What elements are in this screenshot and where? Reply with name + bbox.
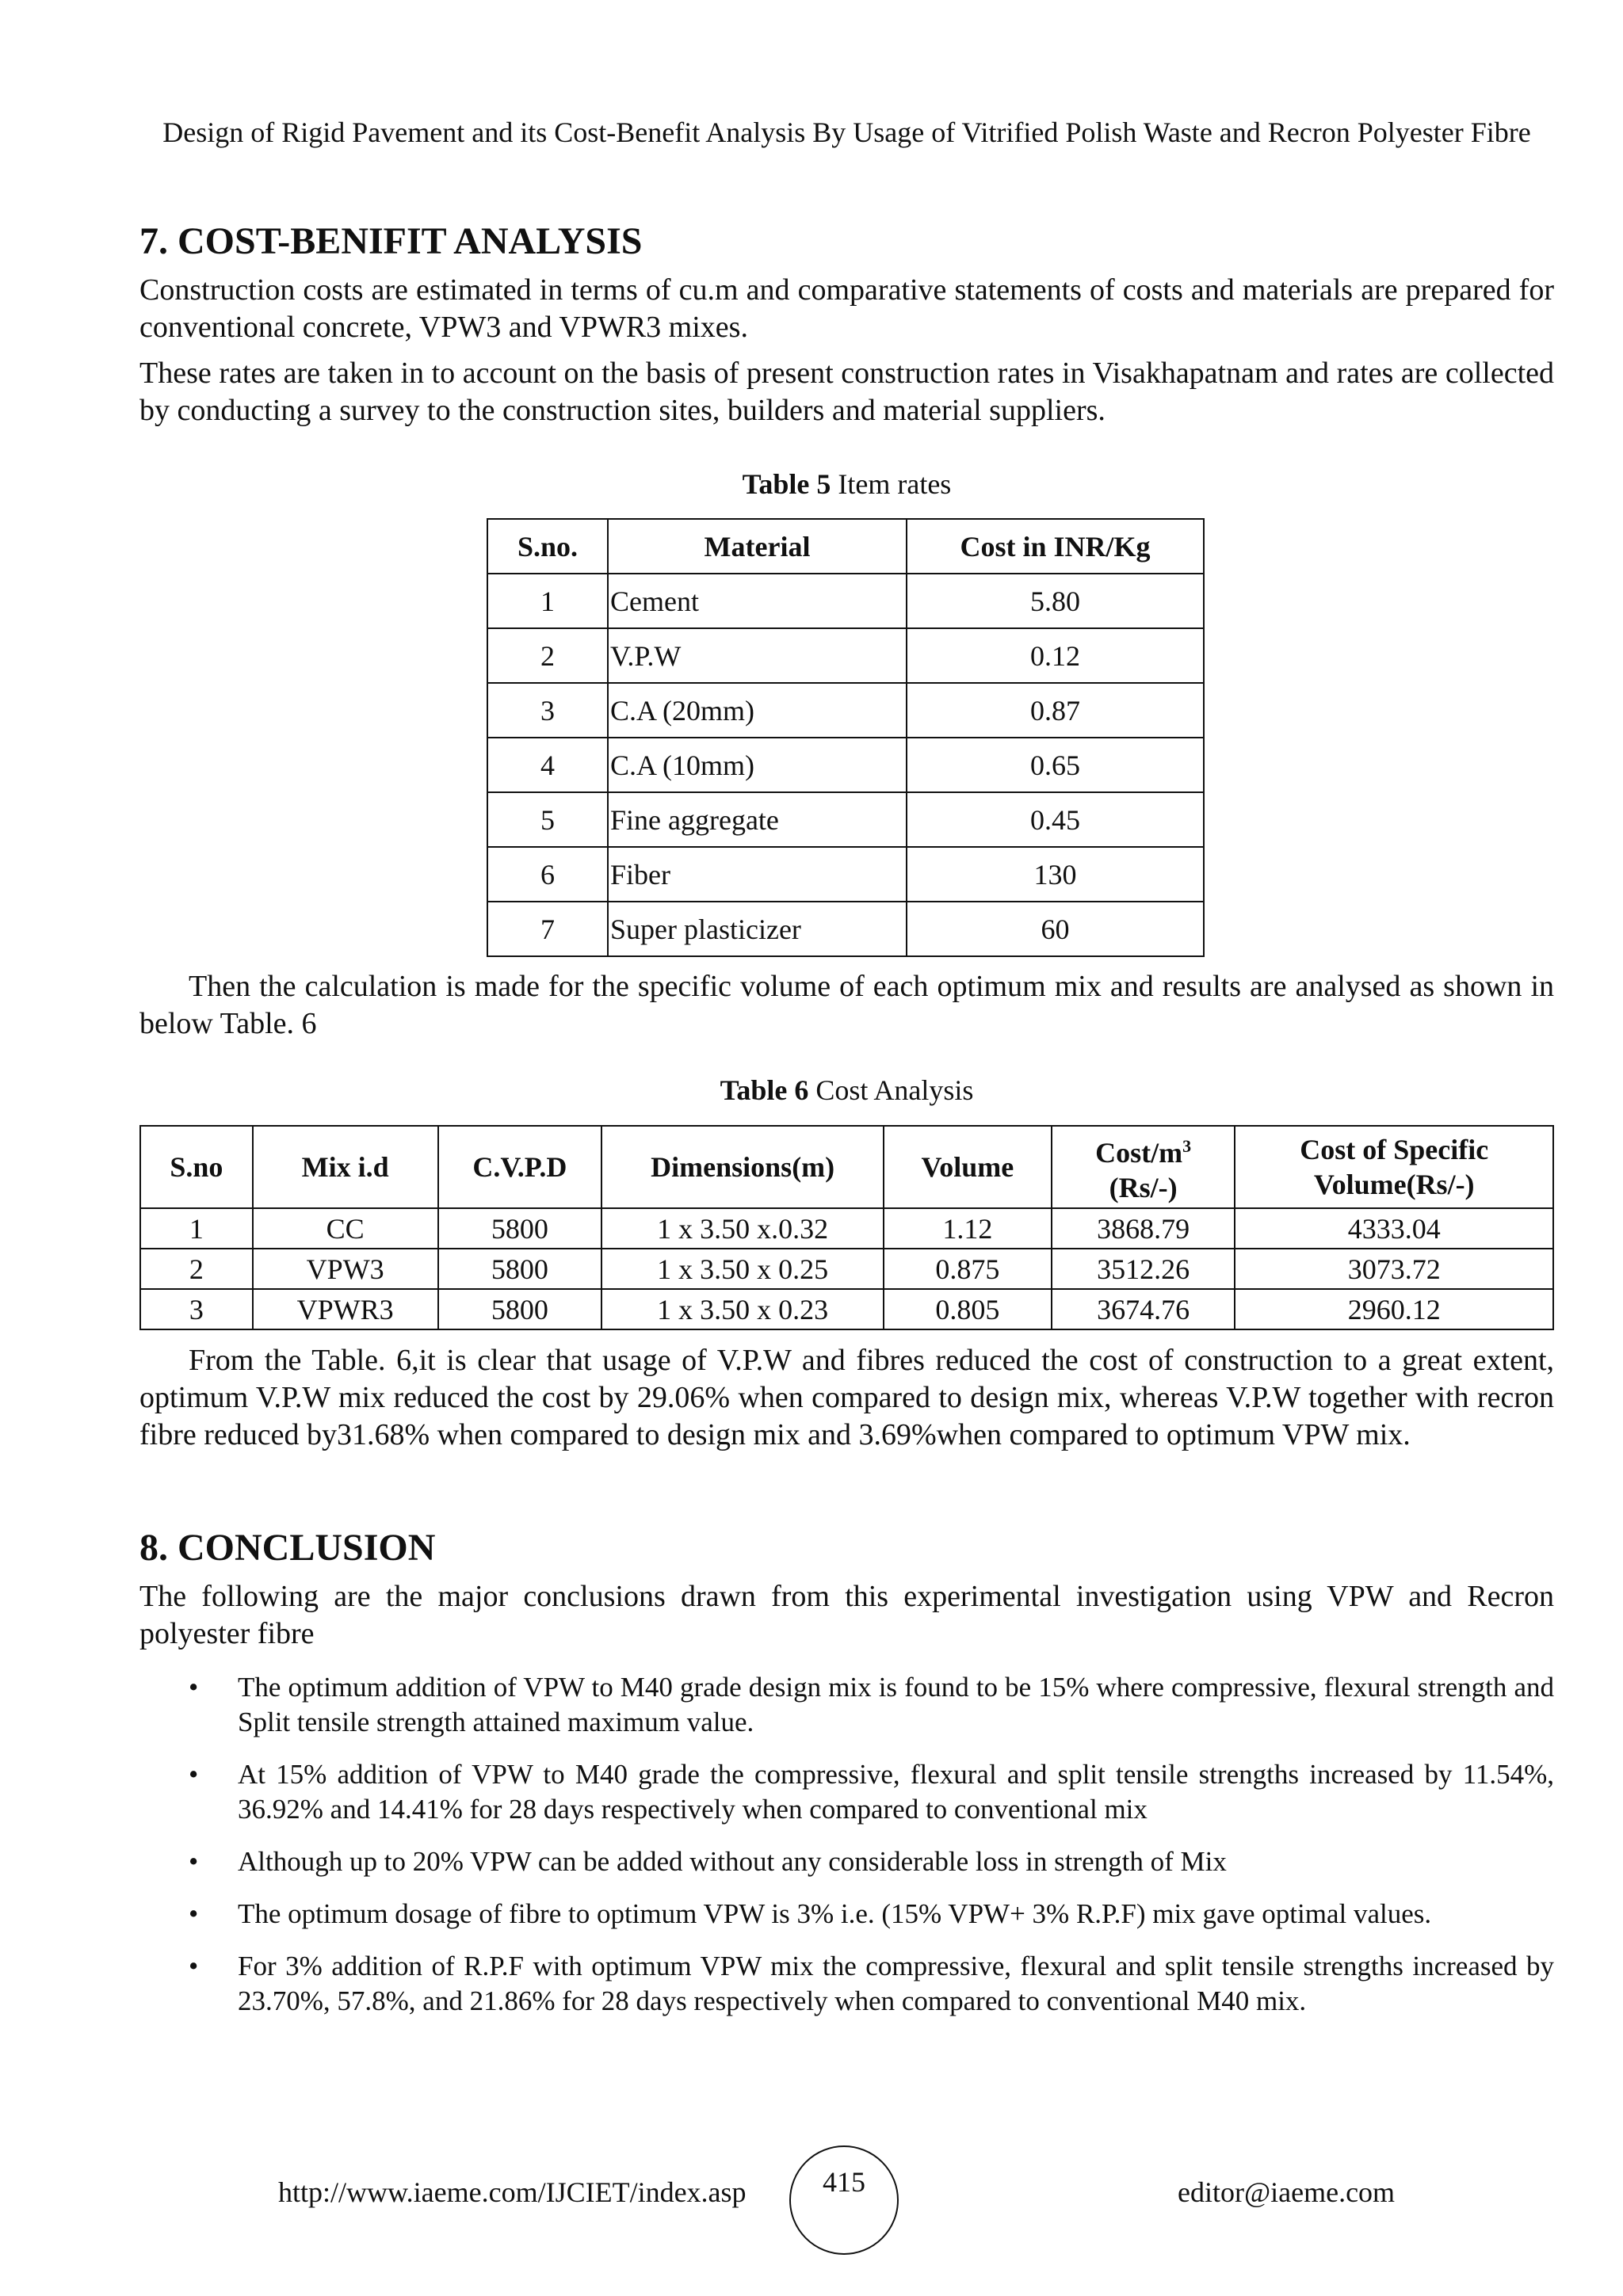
table-6-caption — [139, 1074, 1554, 1107]
table-cell: 0.12 — [907, 628, 1204, 683]
table-row — [487, 847, 1204, 902]
paragraph: Construction costs are estimated in terms of cu.m and comparative statements of costs and materials are prepared for conventional concrete, VPW3 and VPWR3 mixes. — [139, 273, 1554, 344]
paragraph: Then the calculation is made for the specific volume of each optimum mix and results are analysed as shown in below Table. 6 — [139, 970, 1554, 1040]
footer-email-link[interactable]: editor@iaeme.com — [1178, 2176, 1396, 2208]
paragraph: From the Table. 6,it is clear that usage of V.P.W and fibres reduced the cost of construction to a great extent, optimum V.P.W mix reduced the cost by 29.06% when compared to design mix, whereas V.P.W together with recron fibre reduced by31.68% when compared to design mix and 3.69%when compared to optimum VPW mix. — [139, 1344, 1554, 1451]
table-cell: 3674.76 — [1052, 1289, 1235, 1329]
bullet-icon: • — [189, 1846, 199, 1877]
list-item — [139, 1670, 1554, 1740]
table-cell: 60 — [907, 902, 1204, 956]
list-item — [139, 1757, 1554, 1827]
table-cell: 4 — [487, 738, 608, 792]
column-header: S.no — [140, 1126, 253, 1208]
cost-header-unit: (Rs/-) — [1109, 1172, 1178, 1203]
table-row — [487, 628, 1204, 683]
cost-header-text: Cost/m — [1095, 1137, 1183, 1169]
table-cell: 2960.12 — [1235, 1289, 1553, 1329]
table-cell: 5800 — [438, 1208, 602, 1249]
table-header-row — [487, 519, 1204, 574]
table-cell: 1.12 — [884, 1208, 1052, 1249]
table-cell: 5 — [487, 792, 608, 847]
list-item — [139, 1844, 1554, 1879]
column-header — [1052, 1126, 1235, 1208]
list-item — [139, 1897, 1554, 1932]
table-cell: VPWR3 — [253, 1289, 438, 1329]
table-cell: 2 — [487, 628, 608, 683]
table-cell: 1 — [487, 574, 608, 628]
table-cell: 3868.79 — [1052, 1208, 1235, 1249]
spec-header-line2: Volume(Rs/-) — [1313, 1169, 1475, 1200]
table-cell: 2 — [140, 1249, 253, 1289]
table-cell: 1 x 3.50 x 0.23 — [601, 1289, 884, 1329]
spec-header-line1: Cost of Specific — [1300, 1134, 1489, 1165]
list-item — [139, 1949, 1554, 2019]
table-cell: 0.45 — [907, 792, 1204, 847]
running-title: Design of Rigid Pavement and its Cost-Benefit Analysis By Usage of Vitrified Polish Waste and Recron Polyester Fibre — [162, 116, 1531, 148]
table-5 — [487, 518, 1205, 957]
table-cell: 0.65 — [907, 738, 1204, 792]
column-header: Mix i.d — [253, 1126, 438, 1208]
footer — [139, 2145, 1554, 2241]
list-item-text: The optimum dosage of fibre to optimum VPW is 3% i.e. (15% VPW+ 3% R.P.F) mix gave optimal values. — [238, 1898, 1432, 1929]
table-cell: 0.805 — [884, 1289, 1052, 1329]
bullet-icon: • — [189, 1759, 199, 1790]
column-header: Volume — [884, 1126, 1052, 1208]
table-5-label: Table 5 — [742, 468, 831, 500]
table-cell: 130 — [907, 847, 1204, 902]
table-row — [487, 792, 1204, 847]
list-item-text: For 3% addition of R.P.F with optimum VPW mix the compressive, flexural and split tensile strengths increased by 23.70%, 57.8%, and 21.86% for 28 days respectively when compared to conventional M40 mix. — [238, 1951, 1554, 2016]
list-item-text: The optimum addition of VPW to M40 grade design mix is found to be 15% where compressive, flexural strength and Split tensile strength attained maximum value. — [238, 1672, 1554, 1737]
table-cell: CC — [253, 1208, 438, 1249]
table-cell: 3 — [487, 683, 608, 738]
table-cell: V.P.W — [608, 628, 907, 683]
column-header — [1235, 1126, 1553, 1208]
table-row — [487, 738, 1204, 792]
table-5-caption — [139, 467, 1554, 501]
table-cell: 3073.72 — [1235, 1249, 1553, 1289]
table-cell: 1 x 3.50 x 0.25 — [601, 1249, 884, 1289]
column-header: S.no. — [487, 519, 608, 574]
table-cell: VPW3 — [253, 1249, 438, 1289]
table-row — [140, 1208, 1553, 1249]
conclusion-list — [139, 1670, 1554, 2036]
table-cell: 0.87 — [907, 683, 1204, 738]
paragraph: The following are the major conclusions drawn from this experimental investigation using VPW and Recron polyester fibre — [139, 1580, 1554, 1650]
table-cell: 4333.04 — [1235, 1208, 1553, 1249]
table-5-title: Item rates — [838, 468, 952, 500]
table-6-label: Table 6 — [720, 1074, 809, 1106]
table-cell: Cement — [608, 574, 907, 628]
table-cell: Super plasticizer — [608, 902, 907, 956]
list-item-text: At 15% addition of VPW to M40 grade the compressive, flexural and split tensile strengths increased by 11.54%, 36.92% and 14.41% for 28 days respectively when compared to conventional mix — [238, 1759, 1554, 1825]
table-row — [140, 1249, 1553, 1289]
table-6 — [139, 1125, 1554, 1330]
table-row — [140, 1289, 1553, 1329]
section-heading-cost-benefit: 7. COST-BENIFIT ANALYSIS — [139, 220, 643, 262]
list-item-text: Although up to 20% VPW can be added without any considerable loss in strength of Mix — [238, 1846, 1227, 1877]
column-header: C.V.P.D — [438, 1126, 602, 1208]
table-cell: 0.875 — [884, 1249, 1052, 1289]
superscript: 3 — [1182, 1136, 1192, 1156]
bullet-icon: • — [189, 1672, 199, 1703]
table-cell: Fine aggregate — [608, 792, 907, 847]
table-cell: Fiber — [608, 847, 907, 902]
table-header-row — [140, 1126, 1553, 1208]
table-cell: 6 — [487, 847, 608, 902]
table-cell: 1 — [140, 1208, 253, 1249]
table-row — [487, 902, 1204, 956]
table-row — [487, 683, 1204, 738]
table-cell: 5800 — [438, 1249, 602, 1289]
column-header: Dimensions(m) — [601, 1126, 884, 1208]
table-cell: 3 — [140, 1289, 253, 1329]
table-cell: 3512.26 — [1052, 1249, 1235, 1289]
section-heading-conclusion: 8. CONCLUSION — [139, 1527, 436, 1569]
footer-url-link[interactable]: http://www.iaeme.com/IJCIET/index.asp — [278, 2176, 747, 2208]
column-header: Cost in INR/Kg — [907, 519, 1204, 574]
table-cell: C.A (20mm) — [608, 683, 907, 738]
bullet-icon: • — [189, 1951, 199, 1981]
page-number: 415 — [789, 2145, 899, 2255]
table-row — [487, 574, 1204, 628]
table-cell: 5800 — [438, 1289, 602, 1329]
table-cell: 1 x 3.50 x.0.32 — [601, 1208, 884, 1249]
column-header: Material — [608, 519, 907, 574]
table-cell: C.A (10mm) — [608, 738, 907, 792]
table-6-title: Cost Analysis — [815, 1074, 974, 1106]
table-cell: 5.80 — [907, 574, 1204, 628]
paragraph: These rates are taken in to account on the basis of present construction rates in Visakhapatnam and rates are collected by conducting a survey to the construction sites, builders and material suppliers. — [139, 357, 1554, 427]
bullet-icon: • — [189, 1898, 199, 1929]
table-cell: 7 — [487, 902, 608, 956]
